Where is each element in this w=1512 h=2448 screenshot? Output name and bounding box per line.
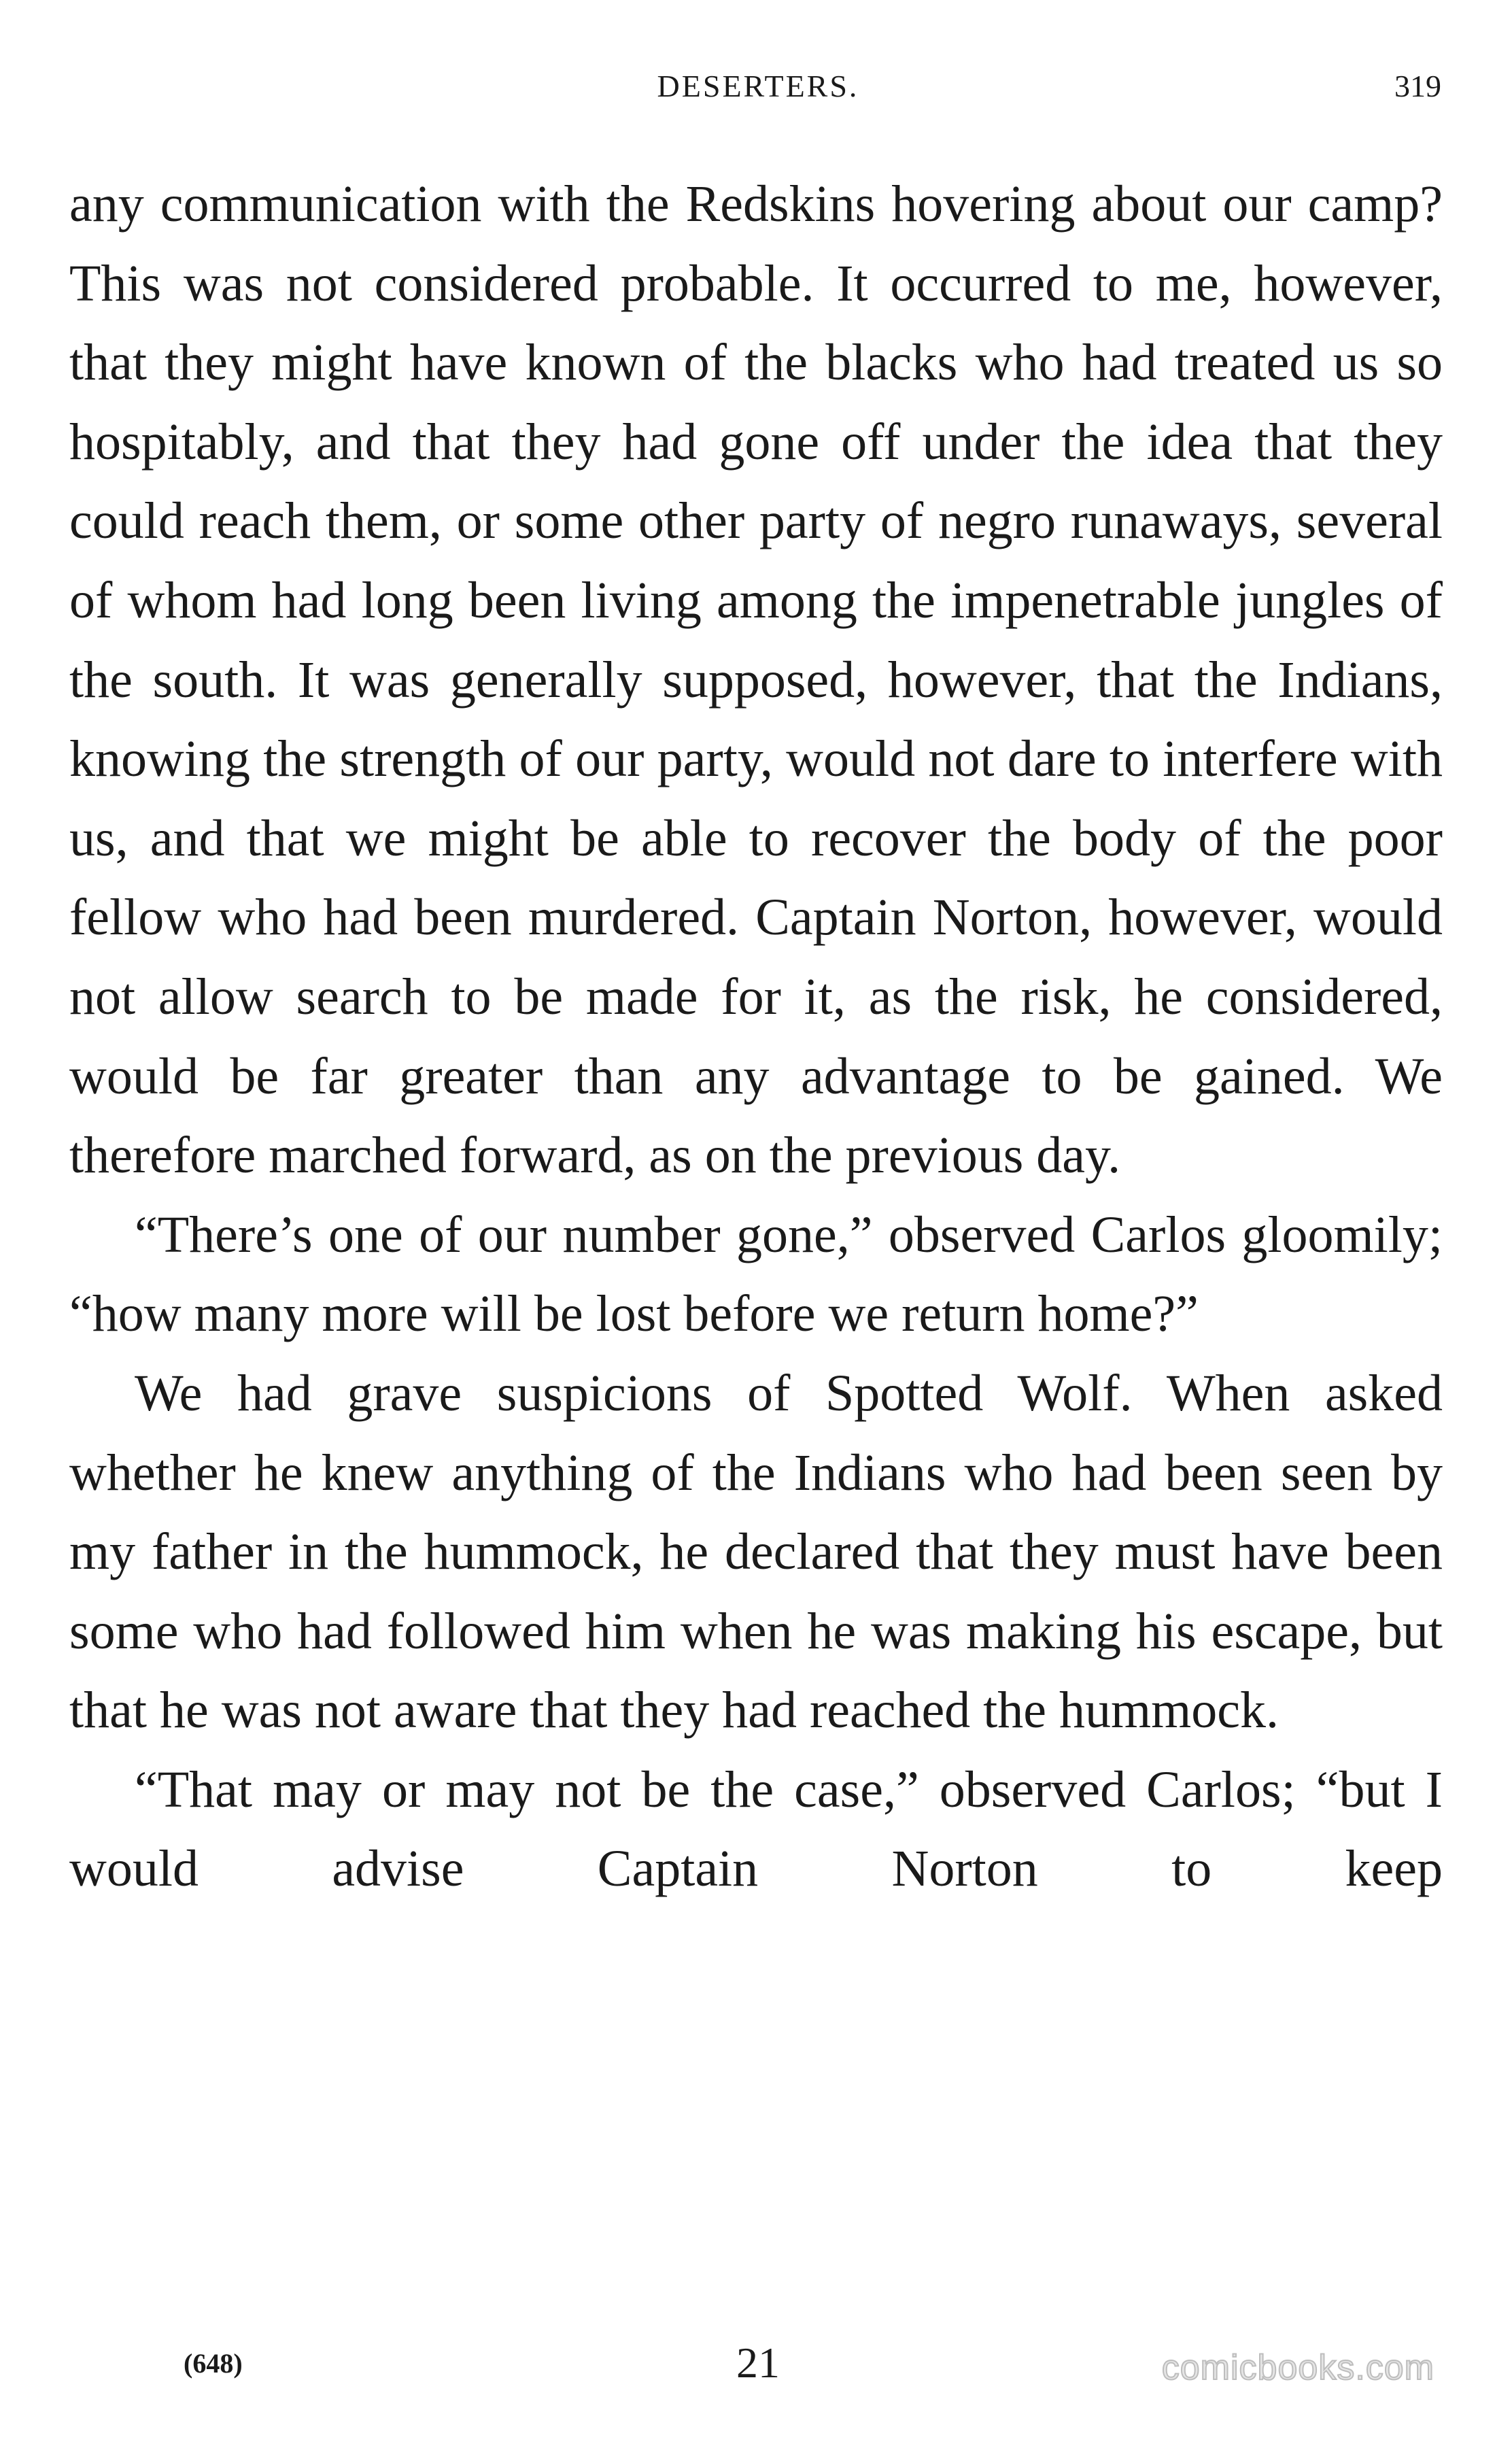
- page-footer: [75, 2332, 1441, 2394]
- chapter-title: DESERTERS.: [657, 69, 859, 103]
- paragraph-2: “There’s one of our number gone,” observed Carlos gloomily; “how many more will be lost before we return home?”: [69, 1206, 1443, 1343]
- running-head: [75, 63, 1441, 110]
- signature-number: 21: [736, 2339, 780, 2387]
- page-number: 319: [1394, 69, 1441, 103]
- paragraph-3: We had grave suspicions of Spotted Wolf. When asked whether he knew anything of the Indians who had been seen by my father in the hummock, he declared that they must have been some who had followed him when he was making his escape, but that he was not aware that they had reached the hummock.: [69, 1364, 1443, 1739]
- paragraph-1: any communication with the Redskins hovering about our camp? This was not considered probable. It occurred to me, however, that they might have known of the blacks who had treated us so hospitably, and that they had gone off under the idea that they could reach them, or some other party of negro runaways, several of whom had long been living among the impenetrable jungles of the south. It was generally supposed, however, that the Indians, knowing the strength of our party, would not dare to interfere with us, and that we might be able to recover the body of the poor fellow who had been murdered. Captain Norton, however, would not allow search to be made for it, as the risk, he considered, would be far greater than any advantage to be gained. We therefore marched forward, as on the previous day.: [69, 175, 1443, 1185]
- print-code: (648): [184, 2348, 243, 2379]
- body-text: [69, 165, 1443, 1909]
- watermark: comicbooks.com: [1161, 2348, 1434, 2387]
- paragraph-4: “That may or may not be the case,” observed Carlos; “but I would advise Captain Norton to keep: [69, 1761, 1443, 1898]
